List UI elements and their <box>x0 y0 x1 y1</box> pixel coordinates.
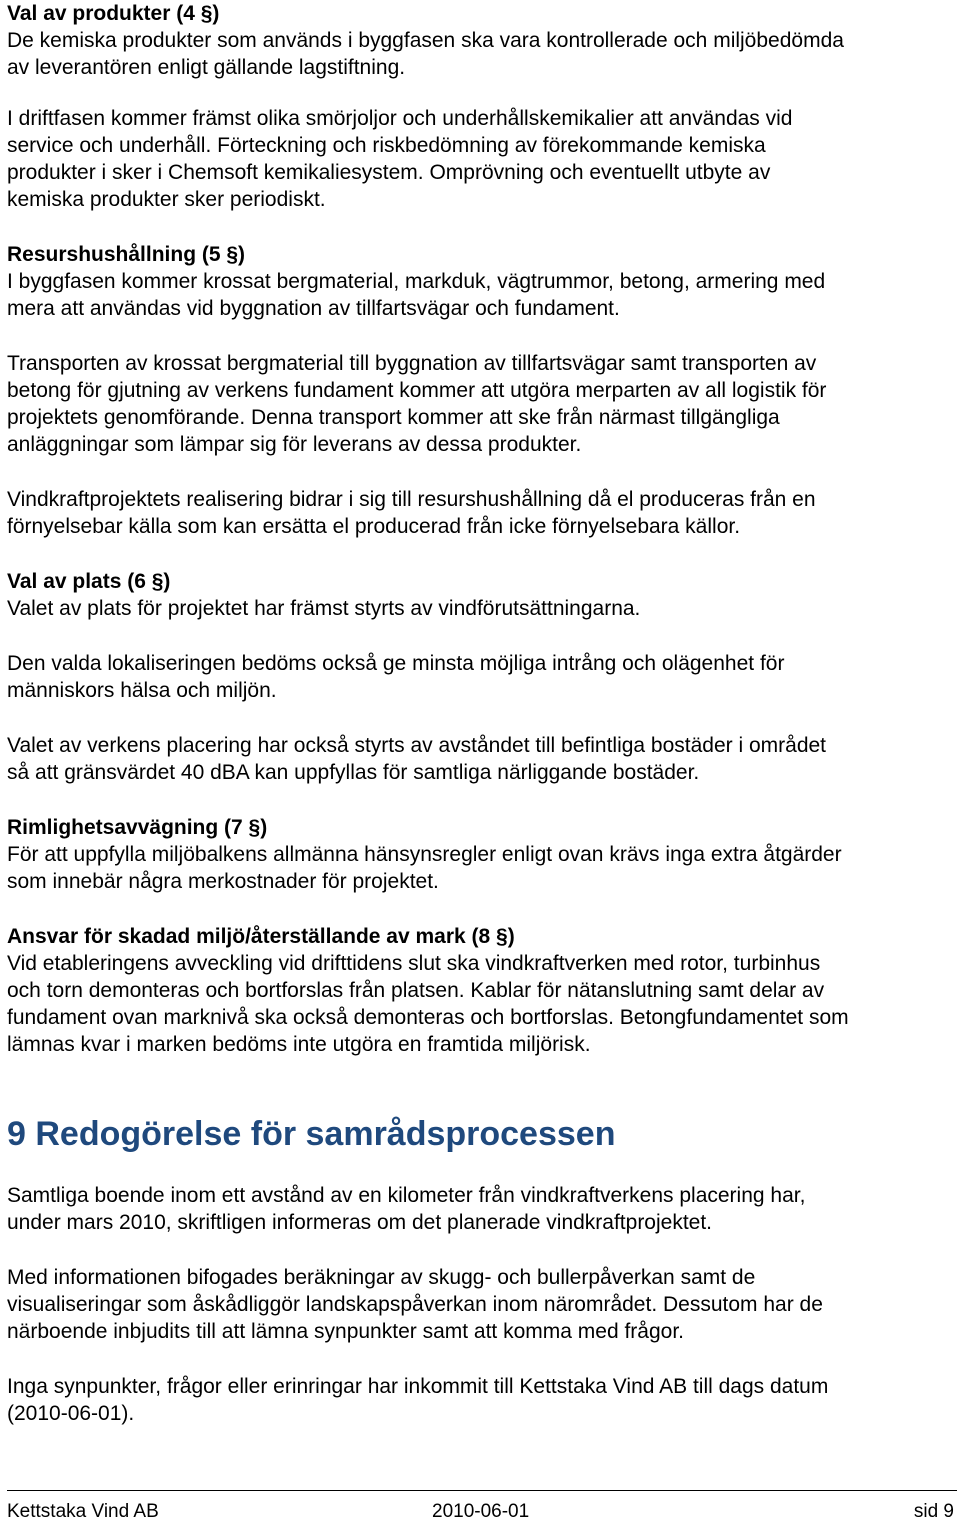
text-line: kemiska produkter sker periodiskt. <box>7 188 326 211</box>
text-line: I driftfasen kommer främst olika smörjoljor och underhållskemikalier att användas vid <box>7 107 793 130</box>
text-line: service och underhåll. Förteckning och riskbedömning av förekommande kemiska <box>7 134 766 157</box>
text-line: som innebär några merkostnader för projektet. <box>7 870 439 893</box>
text-line: och torn demonteras och bortforslas från platsen. Kablar för nätanslutning samt delar av <box>7 979 825 1002</box>
heading-val-av-produkter: Val av produkter (4 §) <box>7 2 220 25</box>
text-line: De kemiska produkter som används i byggfasen ska vara kontrollerade och miljöbedömda <box>7 29 844 52</box>
text-line: av leverantören enligt gällande lagstiftning. <box>7 56 406 79</box>
text-line: närboende inbjudits till att lämna synpunkter samt att komma med frågor. <box>7 1320 685 1343</box>
text-line: Med informationen bifogades beräkningar av skugg- och bullerpåverkan samt de <box>7 1266 756 1289</box>
text-line: Valet av plats för projektet har främst styrts av vindförutsättningarna. <box>7 597 641 620</box>
heading-val-av-plats: Val av plats (6 §) <box>7 570 171 593</box>
footer-date: 2010-06-01 <box>432 1501 530 1522</box>
text-line: Inga synpunkter, frågor eller erinringar har inkommit till Kettstaka Vind AB till dags datum <box>7 1375 829 1398</box>
text-line: lämnas kvar i marken bedöms inte utgöra en framtida miljörisk. <box>7 1033 591 1056</box>
text-line: under mars 2010, skriftligen informeras om det planerade vindkraftprojektet. <box>7 1211 713 1234</box>
text-line: förnyelsebar källa som kan ersätta el producerad från icke förnyelsebara källor. <box>7 515 741 538</box>
text-line: Samtliga boende inom ett avstånd av en kilometer från vindkraftverkens placering har, <box>7 1184 806 1207</box>
heading-rimlighetsavvagning: Rimlighetsavvägning (7 §) <box>7 816 268 839</box>
heading-ansvar-for-skadad-miljo: Ansvar för skadad miljö/återställande av mark (8 §) <box>7 925 515 948</box>
text-line: projektets genomförande. Denna transport kommer att ske från närmast tillgängliga <box>7 406 780 429</box>
footer-divider <box>7 1490 957 1491</box>
footer-company: Kettstaka Vind AB <box>7 1501 159 1522</box>
text-line: produkter i sker i Chemsoft kemikaliesystem. Omprövning och eventuellt utbyte av <box>7 161 771 184</box>
text-line: fundament ovan marknivå ska också demonteras och bortforslas. Betongfundamentet som <box>7 1006 849 1029</box>
footer-page-number: sid 9 <box>913 1501 954 1522</box>
text-line: betong för gjutning av verkens fundament kommer att utgöra merparten av all logistik för <box>7 379 827 402</box>
text-line: Transporten av krossat bergmaterial till byggnation av tillfartsvägar samt transporten av <box>7 352 817 375</box>
chapter-title: 9 Redogörelse för samrådsprocessen <box>7 1115 616 1153</box>
text-line: så att gränsvärdet 40 dBA kan uppfyllas för samtliga närliggande bostäder. <box>7 761 700 784</box>
heading-resurshushallning: Resurshushållning (5 §) <box>7 243 246 266</box>
text-line: Den valda lokaliseringen bedöms också ge minsta möjliga intrång och olägenhet för <box>7 652 785 675</box>
text-line: mera att användas vid byggnation av tillfartsvägar och fundament. <box>7 297 620 320</box>
text-line: För att uppfylla miljöbalkens allmänna hänsynsregler enligt ovan krävs inga extra åtgärder <box>7 843 842 866</box>
text-line: Vid etableringens avveckling vid drifttidens slut ska vindkraftverken med rotor, turbinhus <box>7 952 821 975</box>
text-line: Vindkraftprojektets realisering bidrar i sig till resurshushållning då el produceras från en <box>7 488 816 511</box>
text-line: människors hälsa och miljön. <box>7 679 277 702</box>
text-line: anläggningar som lämpar sig för leverans av dessa produkter. <box>7 433 582 456</box>
text-line: visualiseringar som åskådliggör landskapspåverkan inom närområdet. Dessutom har de <box>7 1293 823 1316</box>
text-line: Valet av verkens placering har också styrts av avståndet till befintliga bostäder i området <box>7 734 827 757</box>
text-line: (2010-06-01). <box>7 1402 135 1425</box>
text-line: I byggfasen kommer krossat bergmaterial, markduk, vägtrummor, betong, armering med <box>7 270 826 293</box>
